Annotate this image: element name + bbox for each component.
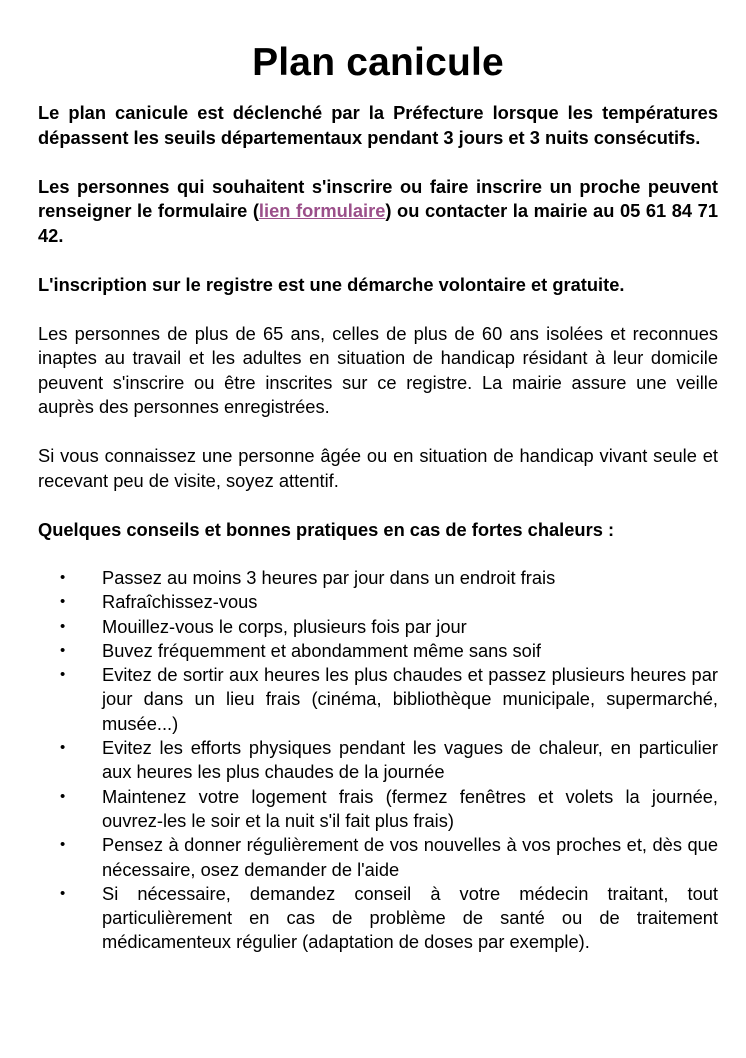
tip-text: Pensez à donner régulièrement de vos nouvelles à vos proches et, dès que nécessaire, osez demander de l'aide <box>102 834 718 880</box>
bullet-icon: • <box>60 836 66 854</box>
intro-paragraph: Le plan canicule est déclenché par la Préfecture lorsque les températures dépassent les seuils départementaux pendant 3 jours et 3 nuits consécutifs. <box>38 102 718 148</box>
registration-paragraph <box>38 175 718 249</box>
bullet-icon: • <box>60 617 66 635</box>
attention-paragraph: Si vous connaissez une personne âgée ou en situation de handicap vivant seule et recevant peu de visite, soyez attentif. <box>38 445 718 491</box>
form-link[interactable]: lien formulaire <box>258 200 386 221</box>
tip-text: Evitez les efforts physiques pendant les vagues de chaleur, en particulier aux heures les plus chaudes de la journée <box>102 737 718 783</box>
tip-item <box>38 736 718 785</box>
tip-text: Si nécessaire, demandez conseil à votre médecin traitant, tout particulièrement en cas de problème de santé ou de traitement médicamenteux régulier (adaptation de doses par exemple). <box>102 882 718 953</box>
bullet-icon: • <box>60 593 66 611</box>
bullet-icon: • <box>60 787 66 805</box>
tip-item <box>38 590 718 614</box>
tip-item <box>38 566 718 590</box>
eligibility-paragraph: Les personnes de plus de 65 ans, celles de plus de 60 ans isolées et reconnues inaptes au travail et les adultes en situation de handicap résidant à leur domicile peuvent s'inscrire ou être inscrites sur ce registre. La mairie assure une veille auprès des personnes enregistrées. <box>38 322 718 417</box>
tip-item <box>38 882 718 955</box>
tip-text: Buvez fréquemment et abondamment même sans soif <box>102 639 541 661</box>
tips-heading: Quelques conseils et bonnes pratiques en cas de fortes chaleurs : <box>38 518 615 540</box>
registration-text-after: ) ou contacter la mairie au 05 61 84 71 42. <box>38 200 718 246</box>
voluntary-paragraph: L'inscription sur le registre est une démarche volontaire et gratuite. <box>38 273 625 295</box>
bullet-icon: • <box>60 884 66 902</box>
bullet-icon: • <box>60 569 66 586</box>
tip-text: Rafraîchissez-vous <box>102 591 258 613</box>
bullet-icon: • <box>60 666 66 684</box>
tip-item <box>38 785 718 834</box>
tip-item <box>38 663 718 736</box>
page-title: Plan canicule <box>252 41 504 84</box>
tip-text: Mouillez-vous le corps, plusieurs fois par jour <box>102 615 467 637</box>
bullet-icon: • <box>60 641 66 659</box>
bullet-icon: • <box>60 739 66 757</box>
tip-text: Evitez de sortir aux heures les plus chaudes et passez plusieurs heures par jour dans un lieu frais (cinéma, bibliothèque municipale, supermarché, musée...) <box>102 664 718 734</box>
document-page <box>38 38 718 955</box>
tip-text: Maintenez votre logement frais (fermez fenêtres et volets la journée, ouvrez-les le soir et la nuit s'il fait plus frais) <box>102 785 718 831</box>
tip-text: Passez au moins 3 heures par jour dans un endroit frais <box>102 567 556 588</box>
tips-list <box>38 566 718 955</box>
tip-item <box>38 615 718 639</box>
registration-text-before: Les personnes qui souhaitent s'inscrire ou faire inscrire un proche peuvent renseigner le formulaire ( <box>38 175 718 221</box>
tip-item <box>38 833 718 882</box>
tip-item <box>38 639 718 663</box>
